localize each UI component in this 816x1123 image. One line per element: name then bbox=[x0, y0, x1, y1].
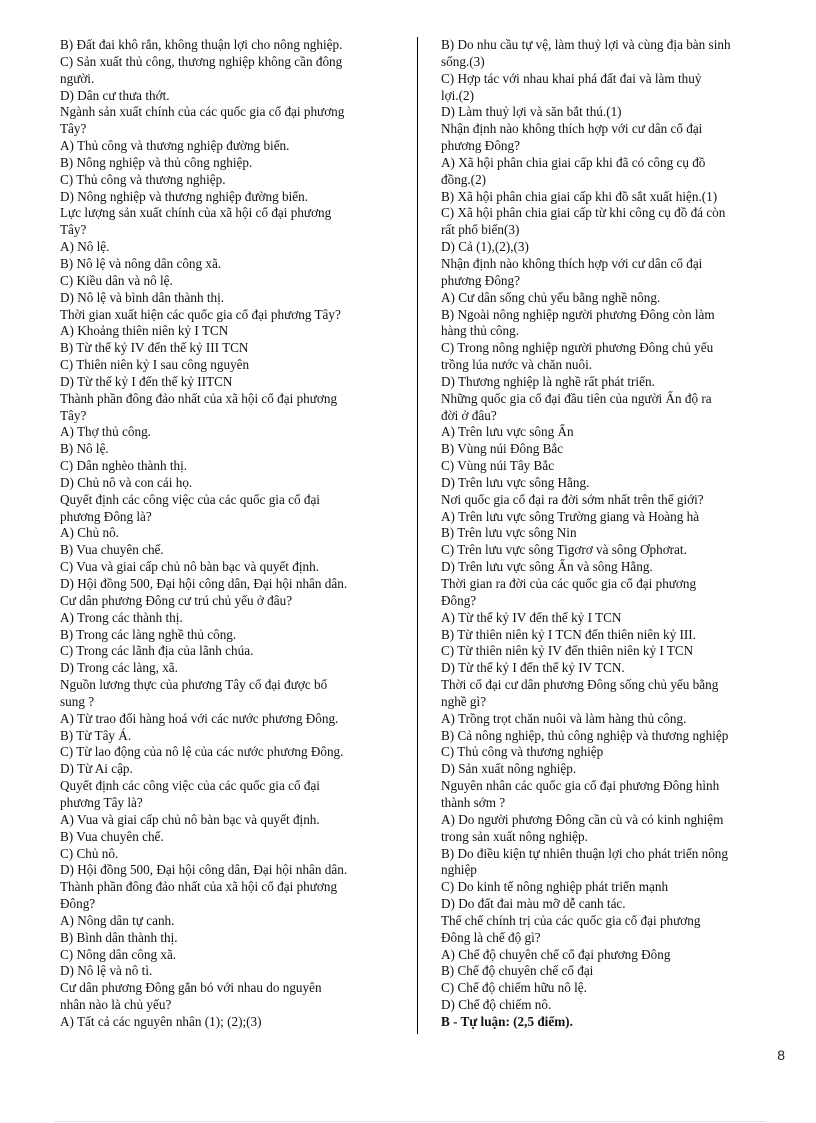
text-line: C) Trong các lãnh địa của lãnh chúa. bbox=[60, 643, 254, 659]
text-line: C) Hợp tác với nhau khai phá đất đai và làm thuỷ bbox=[441, 70, 702, 86]
text-line: C) Do kinh tế nông nghiệp phát triển mạnh bbox=[441, 879, 669, 895]
text-line: Đông? bbox=[60, 896, 96, 912]
text-line: C) Kiều dân và nô lệ. bbox=[60, 272, 173, 288]
text-line: B) Bình dân thành thị. bbox=[60, 929, 178, 945]
text-line: Thời gian ra đời của các quốc gia cổ đại phương bbox=[441, 576, 697, 591]
text-line: C) Chế độ chiếm hữu nô lệ. bbox=[441, 980, 587, 996]
text-line: B) Nông nghiệp và thủ công nghiệp. bbox=[60, 154, 253, 170]
text-line: người. bbox=[60, 70, 95, 86]
text-line: Nơi quốc gia cổ đại ra đời sớm nhất trên thế giới? bbox=[441, 491, 704, 507]
text-line: B) Trên lưu vực sông Nin bbox=[441, 525, 577, 541]
text-line: C) Xã hội phân chia giai cấp từ khi công cụ đồ đá còn bbox=[441, 205, 726, 221]
text-line: B) Ngoài nông nghiệp người phương Đông còn làm bbox=[441, 306, 715, 322]
text-line: B) Từ thiên niên kỷ I TCN đến thiên niên kỷ III. bbox=[441, 626, 696, 642]
text-line: đời ở đâu? bbox=[441, 407, 497, 423]
text-line: A) Xã hội phân chia giai cấp khi đã có công cụ đồ bbox=[441, 154, 706, 170]
text-line: B) Vua chuyên chế. bbox=[60, 542, 164, 558]
text-line: D) Nông nghiệp và thương nghiệp đường biển. bbox=[60, 188, 308, 204]
section-heading: B - Tự luận: (2,5 điểm). bbox=[441, 1013, 573, 1029]
text-line: Thời cổ đại cư dân phương Đông sống chủ yếu bằng bbox=[441, 677, 719, 693]
text-line: B) Cả nông nghiệp, thủ công nghiệp và thương nghiệp bbox=[441, 727, 729, 743]
text-line: B) Đất đai khô rắn, không thuận lợi cho nông nghiệp. bbox=[60, 37, 343, 52]
text-line: B) Từ Tây Á. bbox=[60, 727, 132, 743]
text-line: D) Nô lệ và bình dân thành thị. bbox=[60, 289, 225, 305]
text-line: Tây? bbox=[60, 121, 87, 137]
text-line: Quyết định các công việc của các quốc gia cổ đại bbox=[60, 778, 320, 794]
text-line: D) Hội đồng 500, Đại hội công dân, Đại hội nhân dân. bbox=[60, 576, 348, 591]
text-line: A) Tất cả các nguyên nhân (1); (2);(3) bbox=[60, 1013, 262, 1029]
text-line: A) Nô lệ. bbox=[60, 239, 110, 255]
page-bottom-border bbox=[55, 1121, 765, 1122]
column-divider bbox=[417, 37, 418, 1034]
text-line: C) Vua và giai cấp chủ nô bàn bạc và quyết định. bbox=[60, 559, 319, 575]
text-line: nghề gì? bbox=[441, 693, 487, 709]
text-line: Cư dân phương Đông gắn bó với nhau do nguyên bbox=[60, 980, 322, 996]
text-line: A) Do người phương Đông cần cù và có kinh nghiệm bbox=[441, 811, 724, 827]
text-line: nhân nào là chủ yếu? bbox=[60, 997, 172, 1013]
text-line: A) Chủ nô. bbox=[60, 525, 119, 541]
text-line: thành sớm ? bbox=[441, 794, 506, 810]
text-line: Ngành sản xuất chính của các quốc gia cổ đại phương bbox=[60, 104, 345, 120]
text-line: D) Trong các làng, xã. bbox=[60, 660, 178, 676]
text-line: B) Vua chuyên chế. bbox=[60, 828, 164, 844]
text-line: D) Dân cư thưa thớt. bbox=[60, 87, 170, 103]
text-line: C) Nông dân công xã. bbox=[60, 946, 177, 962]
text-line: trồng lúa nước và chăn nuôi. bbox=[441, 357, 593, 373]
text-line: phương Đông? bbox=[441, 138, 520, 154]
text-line: sống.(3) bbox=[441, 53, 485, 69]
text-line: A) Cư dân sống chủ yếu bằng nghề nông. bbox=[441, 289, 661, 305]
text-line: lợi.(2) bbox=[441, 87, 474, 103]
text-line: C) Thủ công và thương nghiệp. bbox=[60, 171, 226, 187]
text-line: rất phổ biến(3) bbox=[441, 222, 520, 238]
text-line: D) Chế độ chiếm nô. bbox=[441, 997, 552, 1013]
text-line: Thời gian xuất hiện các quốc gia cổ đại phương Tây? bbox=[60, 306, 341, 322]
text-line: C) Trên lưu vực sông Tigơrơ và sông Ơphơrat. bbox=[441, 542, 687, 558]
text-line: C) Thiên niên kỷ I sau công nguyên bbox=[60, 357, 250, 373]
text-line: đồng.(2) bbox=[441, 171, 487, 187]
text-line: Thành phần đông đảo nhất của xã hội cổ đại phương bbox=[60, 390, 338, 406]
text-line: D) Hội đồng 500, Đại hội công dân, Đại hội nhân dân. bbox=[60, 862, 348, 878]
text-line: Tây? bbox=[60, 407, 87, 423]
text-line: Đông? bbox=[441, 592, 477, 608]
text-line: D) Thương nghiệp là nghề rất phát triển. bbox=[441, 373, 655, 389]
text-line: A) Vua và giai cấp chủ nô bàn bạc và quyết định. bbox=[60, 811, 320, 827]
text-line: C) Chủ nô. bbox=[60, 845, 119, 861]
text-line: A) Trên lưu vực sông Trường giang và Hoàng hà bbox=[441, 508, 700, 524]
text-line: D) Trên lưu vực sông Hằng. bbox=[441, 474, 590, 490]
text-line: B) Nô lệ và nông dân công xã. bbox=[60, 255, 222, 271]
text-line: Những quốc gia cổ đại đầu tiên của người Ấn độ ra bbox=[441, 390, 712, 406]
text-line: D) Chủ nô và con cái họ. bbox=[60, 474, 193, 490]
text-line: A) Thủ công và thương nghiệp đường biển. bbox=[60, 138, 290, 154]
text-line: D) Nô lệ và nô tì. bbox=[60, 963, 153, 979]
text-line: D) Làm thuỷ lợi và săn bắt thú.(1) bbox=[441, 104, 622, 120]
text-line: nghiệp bbox=[441, 862, 477, 878]
text-line: Đông là chế độ gì? bbox=[441, 929, 541, 945]
text-line: C) Dân nghèo thành thị. bbox=[60, 458, 188, 474]
text-line: C) Từ thiên niên kỷ IV đến thiên niên kỷ I TCN bbox=[441, 643, 694, 659]
text-line: D) Từ Ai cập. bbox=[60, 761, 133, 777]
text-line: Lực lượng sản xuất chính của xã hội cổ đại phương bbox=[60, 205, 332, 221]
text-line: Tây? bbox=[60, 222, 87, 238]
text-line: B) Xã hội phân chia giai cấp khi đồ sắt xuất hiện.(1) bbox=[441, 188, 718, 204]
text-line: Quyết định các công việc của các quốc gia cổ đại bbox=[60, 491, 320, 507]
text-line: C) Trong nông nghiệp người phương Đông chủ yếu bbox=[441, 340, 714, 356]
text-line: Nhận định nào không thích hợp với cư dân cổ đại bbox=[441, 121, 703, 137]
text-line: B) Nô lệ. bbox=[60, 441, 109, 457]
text-line: D) Do đất đai màu mỡ dễ canh tác. bbox=[441, 896, 626, 912]
page-number: 8 bbox=[777, 1047, 785, 1063]
text-line: phương Đông? bbox=[441, 272, 520, 288]
text-line: A) Trong các thành thị. bbox=[60, 609, 183, 625]
text-line: D) Từ thế kỷ I đến thế kỷ IITCN bbox=[60, 373, 233, 389]
text-line: B) Do nhu cầu tự vệ, làm thuỷ lợi và cùng địa bàn sinh bbox=[441, 37, 731, 52]
text-line: trong sản xuất nông nghiệp. bbox=[441, 828, 588, 844]
text-line: A) Khoảng thiên niên kỷ I TCN bbox=[60, 323, 229, 339]
text-line: Thể chế chính trị của các quốc gia cổ đại phương bbox=[441, 912, 701, 928]
text-line: B) Chế độ chuyên chế cổ đại bbox=[441, 963, 594, 979]
text-line: A) Chế độ chuyên chế cổ đại phương Đông bbox=[441, 946, 671, 962]
text-line: C) Từ lao động của nô lệ của các nước phương Đông. bbox=[60, 744, 344, 760]
text-line: B) Từ thế kỷ IV đến thế kỷ III TCN bbox=[60, 340, 249, 356]
text-line: C) Vùng núi Tây Bắc bbox=[441, 458, 555, 474]
right-column bbox=[441, 37, 776, 1031]
text-line: B) Vùng núi Đông Bắc bbox=[441, 441, 564, 457]
text-line: Nguồn lương thực của phương Tây cổ đại được bổ bbox=[60, 677, 328, 693]
left-column bbox=[60, 37, 390, 1031]
text-line: Thành phần đông đảo nhất của xã hội cổ đại phương bbox=[60, 879, 338, 895]
text-line: phương Tây là? bbox=[60, 794, 143, 810]
text-line: B) Trong các làng nghề thủ công. bbox=[60, 626, 237, 642]
text-line: C) Sản xuất thủ công, thương nghiệp không cần đông bbox=[60, 53, 343, 69]
text-line: D) Trên lưu vực sông Ấn và sông Hằng. bbox=[441, 559, 653, 575]
text-line: Nguyên nhân các quốc gia cổ đại phương Đông hình bbox=[441, 778, 720, 794]
text-line: Cư dân phương Đông cư trú chủ yếu ở đâu? bbox=[60, 592, 293, 608]
text-line: A) Nông dân tự canh. bbox=[60, 912, 175, 928]
text-line: D) Cả (1),(2),(3) bbox=[441, 239, 529, 255]
text-line: D) Sản xuất nông nghiệp. bbox=[441, 761, 577, 777]
text-line: Nhận định nào không thích hợp với cư dân cổ đại bbox=[441, 255, 703, 271]
text-line: D) Từ thế kỷ I đến thế kỷ IV TCN. bbox=[441, 660, 625, 676]
text-line: B) Do điều kiện tự nhiên thuận lợi cho phát triển nông bbox=[441, 845, 728, 861]
text-line: sung ? bbox=[60, 693, 95, 709]
text-line: A) Từ trao đổi hàng hoá với các nước phương Đông. bbox=[60, 710, 339, 726]
text-line: phương Đông là? bbox=[60, 508, 152, 524]
text-line: A) Từ thế kỷ IV đến thế kỷ I TCN bbox=[441, 609, 622, 625]
text-line: A) Thợ thủ công. bbox=[60, 424, 151, 440]
text-line: hàng thủ công. bbox=[441, 323, 520, 339]
text-line: A) Trên lưu vực sông Ấn bbox=[441, 424, 574, 440]
text-line: C) Thủ công và thương nghiệp bbox=[441, 744, 604, 760]
text-line: A) Trồng trọt chăn nuôi và làm hàng thủ công. bbox=[441, 710, 687, 726]
